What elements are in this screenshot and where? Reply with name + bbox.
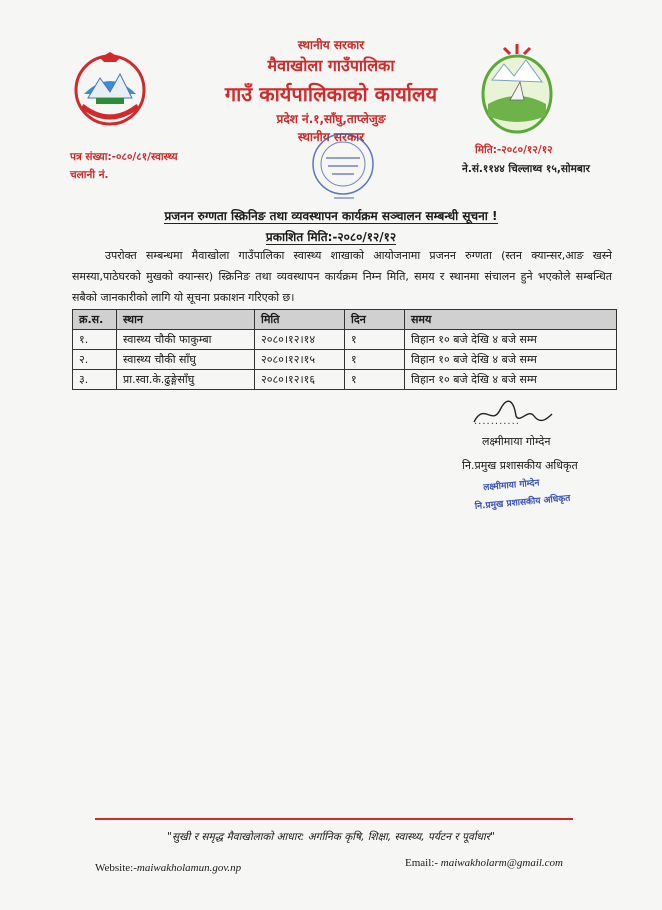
footer-email xyxy=(405,857,563,869)
designation-stamp xyxy=(470,465,594,523)
cell-serial: १. xyxy=(73,330,117,350)
published-date-text: प्रकाशित मिति:-२०८०/१२/१२ xyxy=(265,230,397,244)
office-name: गाउँ कार्यपालिकाको कार्यालय xyxy=(224,82,438,106)
website-link[interactable]: maiwakholamun.gov.np xyxy=(136,862,242,874)
signatory-name: लक्ष्मीमाया गोम्देन xyxy=(482,435,551,448)
notice-body-text: उपरोक्त सम्बन्धमा मैवाखोला गाउँपालिका स्वास्थ्य शाखाको आयोजनामा प्रजनन रुग्णता (स्तन क्यान्सर,आङ खस्ने समस्या,पाठेघरको मुखको क्यान्सर) स्क्रिनिङ तथा व्यवस्थापन कार्यक्रम निम्न मिति, समय र स्थानमा संचालन हुने भएकोले सम्बन्धित सबैको जानकारीको लागि यो सूचना प्रकाशन गरिएको छ। xyxy=(72,249,612,304)
col-header-time: समय xyxy=(405,310,617,330)
published-date xyxy=(0,228,662,245)
dispatch-number: चलानी नं. xyxy=(70,169,109,181)
table-row xyxy=(73,370,617,390)
cell-serial: २. xyxy=(73,350,117,370)
cell-time: विहान १० बजे देखि ४ बजे सम्म xyxy=(405,370,617,390)
website-label: Website:- xyxy=(95,862,137,874)
notice-title xyxy=(0,207,662,224)
table-row xyxy=(73,350,617,370)
col-header-serial: क्र.स. xyxy=(73,310,117,330)
col-header-date: मिति xyxy=(255,310,345,330)
cell-place: स्वास्थ्य चौकी फाकुम्बा xyxy=(117,330,255,350)
footer-website xyxy=(95,862,241,874)
notice-body xyxy=(72,245,612,308)
cell-serial: ३. xyxy=(73,370,117,390)
signature-line: ........... xyxy=(474,416,520,427)
cell-date: २०८०।१२।१४ xyxy=(255,330,345,350)
cell-days: १ xyxy=(345,350,405,370)
office-seal-stamp xyxy=(298,128,388,206)
col-header-days: दिन xyxy=(345,310,405,330)
cell-days: १ xyxy=(345,330,405,350)
cell-place: स्वास्थ्य चौकी साँघु xyxy=(117,350,255,370)
stamp-name: लक्ष्मीमाया गोम्देन xyxy=(482,478,540,494)
cell-place: प्रा.स्वा.के.ढुङ्गेसाँघु xyxy=(117,370,255,390)
email-label: Email:- xyxy=(405,857,441,869)
district-label: स्थानीय सरकार xyxy=(297,130,365,144)
table-header-row xyxy=(73,310,617,330)
notice-title-text: प्रजनन रुग्णता स्क्रिनिङ तथा व्यवस्थापन कार्यक्रम सञ्चालन सम्बन्धी सूचना ! xyxy=(164,209,498,223)
reference-number: पत्र संख्या:-०८०/८१/स्वास्थ्य xyxy=(70,151,178,163)
letter-date: मिति:-२०८०/१२/१२ xyxy=(475,144,553,156)
municipality-name: मैवाखोला गाउँपालिका xyxy=(267,56,395,75)
cell-time: विहान १० बजे देखि ४ बजे सम्म xyxy=(405,350,617,370)
table-row xyxy=(73,330,617,350)
email-link[interactable]: maiwakholarm@gmail.com xyxy=(440,857,564,869)
col-header-place: स्थान xyxy=(117,310,255,330)
signatory-designation: नि.प्रमुख प्रशासकीय अधिकृत xyxy=(462,459,578,472)
cell-days: १ xyxy=(345,370,405,390)
cell-date: २०८०।१२।१५ xyxy=(255,350,345,370)
stamp-designation: नि.प्रमुख प्रशासकीय अधिकृत xyxy=(474,493,571,513)
footer-motto: "सुखी र समृद्ध मैवाखोलाको आधार: अर्गानिक कृषि, शिक्षा, स्वास्थ्य, पर्यटन र पूर्वाधार" xyxy=(167,831,495,843)
province-address: प्रदेश नं.१,साँघु,ताप्लेजुङ xyxy=(276,112,386,126)
footer-divider xyxy=(95,818,573,820)
nepal-era-date: ने.सं.११४४ चिल्लाथ्व १५,सोमबार xyxy=(462,163,590,175)
local-gov-label: स्थानीय सरकार xyxy=(297,38,365,52)
schedule-table xyxy=(72,309,617,390)
cell-date: २०८०।१२।१६ xyxy=(255,370,345,390)
cell-time: विहान १० बजे देखि ४ बजे सम्म xyxy=(405,330,617,350)
